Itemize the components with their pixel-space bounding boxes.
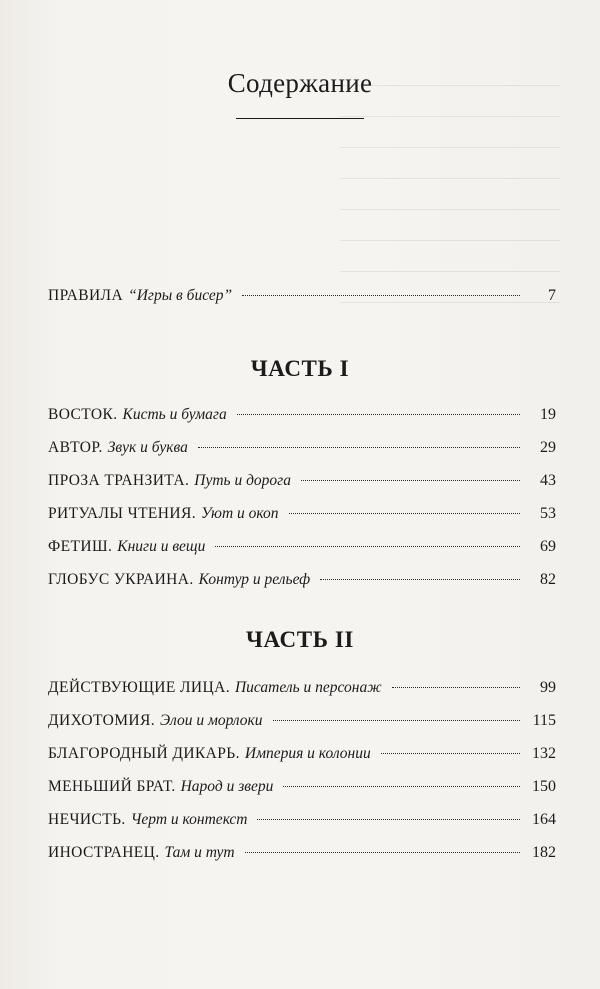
toc-entry-caps: ВОСТОК. [48,406,118,423]
dot-leader [242,295,520,296]
toc-entry-caps: АВТОР. [48,439,103,456]
toc-page-number: 99 [540,679,556,696]
toc-entry[interactable] [48,844,556,870]
toc-entry[interactable] [48,439,556,465]
toc-page-number: 132 [532,745,556,762]
toc-page-number: 53 [540,505,556,522]
dot-leader [392,687,520,688]
toc-entry[interactable] [48,811,556,837]
toc-entry[interactable] [48,571,556,597]
toc-entry-caps: НЕЧИСТЬ. [48,811,126,828]
page-title: Содержание [227,68,373,98]
toc-page-number: 69 [540,538,556,555]
part-heading-1: ЧАСТЬ I [250,356,350,381]
toc-entry-caps: ДЕЙСТВУЮЩИЕ ЛИЦА. [48,679,230,696]
toc-page-number: 7 [548,287,556,304]
toc-entry-italic: Звук и буква [107,439,188,456]
toc-entry-caps: ДИХОТОМИЯ. [48,712,156,729]
dot-leader [215,546,520,547]
toc-entry-caps: ФЕТИШ. [48,538,113,555]
toc-entry-italic: Писатель и персонаж [234,679,382,696]
dot-leader [245,852,520,853]
toc-entry-italic: Кисть и бумага [122,406,227,423]
dot-leader [283,786,520,787]
toc-page-number: 19 [540,406,556,423]
toc-page-number: 182 [532,844,556,861]
dot-leader [273,720,520,721]
dot-leader [257,819,520,820]
toc-entry-italic: Элои и морлоки [160,712,263,729]
dot-leader [198,447,520,448]
toc-entry-caps: ГЛОБУС УКРАИНА. [48,571,194,588]
toc-page-number: 150 [532,778,556,795]
toc-entry[interactable] [48,712,556,738]
toc-entry-caps: РИТУАЛЫ ЧТЕНИЯ. [48,505,197,522]
toc-entry-italic: Путь и дорога [194,472,291,489]
toc-entry[interactable] [48,472,556,498]
dot-leader [320,579,520,580]
toc-page-number: 115 [532,712,556,729]
toc-entry[interactable] [48,778,556,804]
toc-entry[interactable] [48,406,556,432]
title-underline [236,118,364,119]
toc-page-number: 82 [540,571,556,588]
dot-leader [301,480,520,481]
toc-page-number: 29 [540,439,556,456]
toc-entry-caps: БЛАГОРОДНЫЙ ДИКАРЬ. [48,745,240,762]
toc-page-number: 43 [540,472,556,489]
toc-entry-italic: Контур и рельеф [198,571,311,588]
toc-entry-italic: Черт и контекст [130,811,248,828]
toc-entry[interactable] [48,505,556,531]
dot-leader [381,753,520,754]
toc-entry[interactable] [48,679,556,705]
toc-entry-italic: Уют и окоп [201,505,279,522]
part-heading-2: ЧАСТЬ II [246,627,354,652]
toc-entry-italic: Империя и колонии [244,745,371,762]
toc-entry-caps: ИНОСТРАНЕЦ. [48,844,160,861]
toc-entry-caps: МЕНЬШИЙ БРАТ. [48,778,176,795]
toc-entry-italic: “Игры в бисер” [128,287,233,304]
toc-entry[interactable] [48,538,556,564]
toc-entry-italic: Народ и звери [180,778,274,795]
toc-entry-caps: ПРОЗА ТРАНЗИТА. [48,472,190,489]
dot-leader [289,513,520,514]
toc-page-number: 164 [532,811,556,828]
dot-leader [237,414,520,415]
toc-entry-preface[interactable] [48,287,556,313]
toc-entry[interactable] [48,745,556,771]
toc-entry-italic: Книги и вещи [117,538,206,555]
toc-entry-italic: Там и тут [164,844,235,861]
toc-entry-caps: ПРАВИЛА [48,287,124,304]
